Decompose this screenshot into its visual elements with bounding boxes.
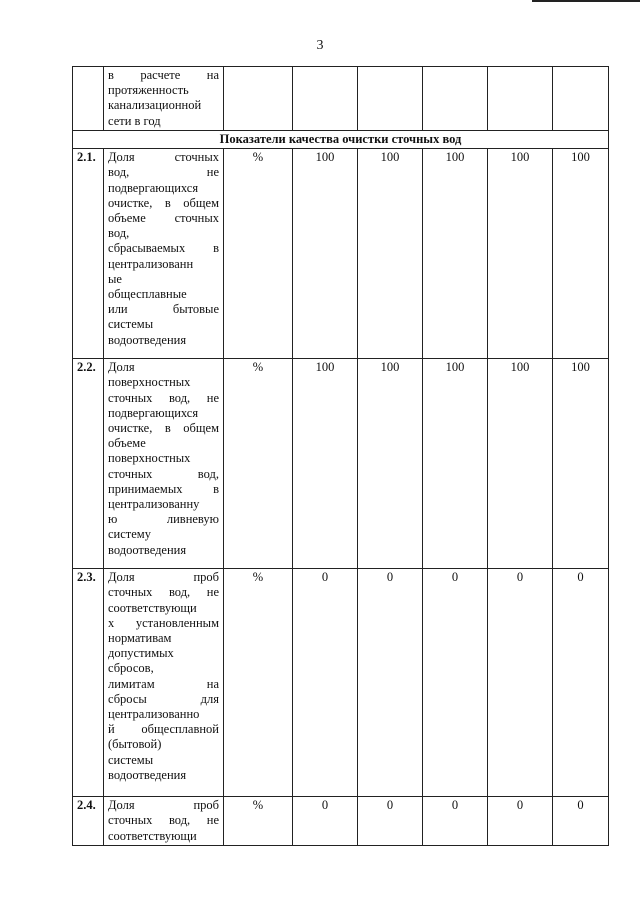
value-cell: 100 xyxy=(358,149,423,359)
value-cell xyxy=(488,67,553,131)
value-cell: 100 xyxy=(358,359,423,569)
table-row-2-1 xyxy=(73,149,609,359)
unit-cell: % xyxy=(224,359,293,569)
row-number: 2.1. xyxy=(73,149,104,359)
row-number: 2.3. xyxy=(73,569,104,797)
row-number: 2.4. xyxy=(73,797,104,846)
unit-cell: % xyxy=(224,797,293,846)
table-row-continued xyxy=(73,67,609,131)
value-cell: 0 xyxy=(423,797,488,846)
value-cell: 0 xyxy=(553,797,609,846)
indicator-name-cell: Доля поверхностных сточных вод, не подвергающихся очистке, в общем объеме поверхностных сточных вод, принимаемых в централизованну ю ливневую систему водоотведения xyxy=(104,359,224,569)
value-cell: 0 xyxy=(488,569,553,797)
page-number: 3 xyxy=(316,38,324,53)
value-cell: 100 xyxy=(488,149,553,359)
section-title: Показатели качества очистки сточных вод xyxy=(73,131,609,149)
value-cell: 0 xyxy=(358,569,423,797)
value-cell: 0 xyxy=(553,569,609,797)
value-cell: 0 xyxy=(293,569,358,797)
value-cell: 100 xyxy=(553,359,609,569)
table-row-2-4 xyxy=(73,797,609,846)
value-cell xyxy=(553,67,609,131)
section-header-row xyxy=(73,131,609,149)
value-cell xyxy=(293,67,358,131)
value-cell xyxy=(423,67,488,131)
indicator-name-cell: Доля проб сточных вод, не соответствующи xyxy=(104,797,224,846)
value-cell: 100 xyxy=(423,149,488,359)
indicators-table xyxy=(72,66,609,846)
indicator-name-cell: Доля проб сточных вод, не соответствующи х установленным нормативам допустимых сбросов, лимитам на сбросы для централизованно й общесплавной (бытовой) системы водоотведения xyxy=(104,569,224,797)
row-number: 2.2. xyxy=(73,359,104,569)
value-cell: 100 xyxy=(553,149,609,359)
value-cell: 0 xyxy=(293,797,358,846)
unit-cell xyxy=(224,67,293,131)
value-cell xyxy=(358,67,423,131)
value-cell: 0 xyxy=(358,797,423,846)
value-cell: 100 xyxy=(293,149,358,359)
value-cell: 100 xyxy=(488,359,553,569)
indicator-name-cell: Доля сточных вод, не подвергающихся очистке, в общем объеме сточных вод, сбрасываемых в централизованн ые общесплавные или бытовые системы водоотведения xyxy=(104,149,224,359)
value-cell: 100 xyxy=(293,359,358,569)
unit-cell: % xyxy=(224,149,293,359)
unit-cell: % xyxy=(224,569,293,797)
value-cell: 0 xyxy=(488,797,553,846)
table-row-2-2 xyxy=(73,359,609,569)
value-cell: 0 xyxy=(423,569,488,797)
value-cell: 100 xyxy=(423,359,488,569)
indicator-name-cell: в расчете на протяженность канализационной сети в год xyxy=(104,67,224,131)
table-row-2-3 xyxy=(73,569,609,797)
row-number-cell xyxy=(73,67,104,131)
top-edge-mark xyxy=(532,0,640,2)
